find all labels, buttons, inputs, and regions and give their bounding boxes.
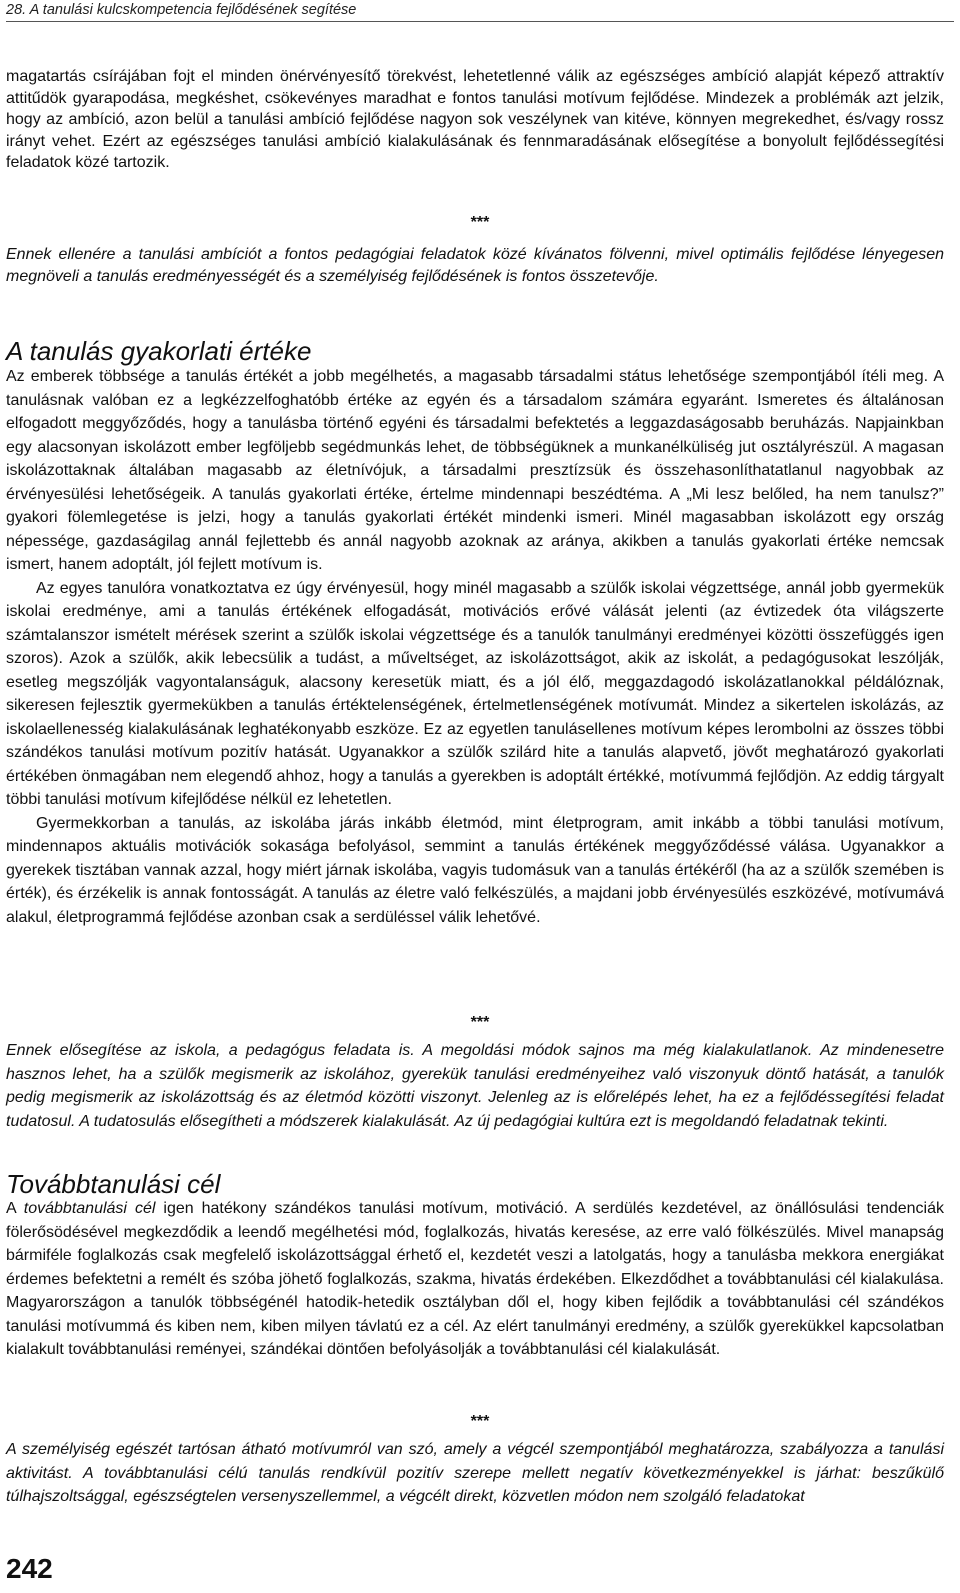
header-divider <box>6 21 954 22</box>
body-text-italic: A személyiség egészét tartósan átható motívumról van szó, amely a végcél szempontjából meghatározza, szabályozza a tanulási aktivitást. A továbbtanulási célú tanulás rendkívül pozitív szerepe mellett negatív következményekkel is járhat: beszűkülő túlhajszoltsággal, egészségtelen versenyszellemmel, a végcélt direkt, közvetlen módon nem szolgáló feladatokat <box>6 1441 944 1505</box>
body-text: Az emberek többsége a tanulás értékét a jobb megélhetés, a magasabb társadalmi státus lehetősége szempontjából ítéli meg. A tanulásnak valóban ez a legkézzelfoghatóbb értéke az egyén és a társadalom számára egyaránt. Ismeretes és általánosan elfogadott meggyőződés, hogy a tanulásba történő egyéni és társadalmi befektetés a leggazdaságosabb beruházás. Napjainkban egy alacsonyan iskolázott ember legföljebb segédmunkás lehet, de többségüknek a munkanélküliség jut osztályrészül. A magasan iskolázottaknak általában magasabb az életnívójuk, a társadalmi presztízsük és összehasonlíthatatlanul nagyobbak az érvényesülési lehetőségeik. A tanulás gyakorlati értéke, értelme mindennapi beszédtéma. A „Mi lesz belőled, ha nem tanulsz?” gyakori fölemlegetése is jelzi, hogy a tanulás gyakorlati értékét mindenki ismeri. Minél magasabban iskolázott egy ország népessége, gazdaságilag annál fejlettebb és annál nagyobb azoknak az aránya, akikben a tanulás gyakorlati értéke nemcsak ismert, hanem adoptált, jól fejlett motívum is. <box>6 368 944 573</box>
section-heading-further-studies: Továbbtanulási cél <box>6 1169 221 1199</box>
intro-paragraph-1 <box>6 66 944 174</box>
section2-body <box>6 1197 944 1362</box>
body-text: magatartás csírájában fojt el minden önérvényesítő törekvést, lehetetlenné válik az egészséges ambíció alapját képező attraktív attitűdök gyarapodása, megkéshet, csökevényes maradhat e fontos tanulási motívum fejlődése. Mindezek a problémák azt jelzik, hogy az ambíció, azon belül a tanulási ambíció fejlődése nagyon sok veszélynek van kitéve, könnyen megrekedhet, és/vagy rossz irányt vehet. Ezért az egészséges tanulási ambíció kialakulásának és fennmaradásának elősegítése a bonyolult fejlődéssegítési feladatok közé tartozik. <box>6 68 944 171</box>
section1-italic-paragraph <box>6 1039 944 1133</box>
section-separator: *** <box>470 214 490 231</box>
section-heading-practical-value: A tanulás gyakorlati értéke <box>6 336 312 366</box>
text-lead: A <box>6 1200 24 1217</box>
body-text-italic: Ennek ellenére a tanulási ambíciót a fontos pedagógiai feladatok közé kívánatos fölvenni, mivel optimális fejlődése lényegesen megnöveli a tanulás eredményességét és a személyiség fejlődésének is fontos összetevője. <box>6 246 944 285</box>
running-header: 28. A tanulási kulcskompetencia fejlődésének segítése <box>6 2 357 18</box>
section-separator: *** <box>470 1413 490 1430</box>
body-text-italic: Ennek elősegítése az iskola, a pedagógus feladata is. A megoldási módok sajnos ma még kialakulatlanok. Az mindenesetre hasznos lehet, ha a szülők megismerik az iskolához, gyerekük tanulási eredményeihez való viszonyuk döntő hatását, a tanulók pedig megismerik az iskolázottság és az életmód közötti viszonyt. Jelenleg az is előrelépés lehet, ha ez a fejlődéssegítési feladat tudatosul. A tudatosulás elősegítheti a módszerek kialakulását. Az új pedagógiai kultúra ezt is megoldandó feladatnak tekinti. <box>6 1042 944 1130</box>
body-text <box>6 1197 944 1362</box>
body-text: Az egyes tanulóra vonatkoztatva ez úgy érvényesül, hogy minél magasabb a szülők iskolai végzettsége, annál jobb gyermekük iskolai eredménye, ami a tanulás értékének elfogadását, motivációs erővé válását jelenti (az évtizedek óta világszerte számtalanszor ismételt mérések szerint a szülők iskolai végzettsége és a tanulók tanulmányi eredményei közötti összefüggés igen szoros). Azok a szülők, akik lebecsülik a tudást, a műveltséget, az iskolázottságot, akik az iskolát, a pedagógusokat leszólják, esetleg megszólják vagyontalanságuk, alacsony keresetük miatt, és a jól élő, meggazdagodó iskolázatlanokkal példálóznak, sikeresen fejlesztik gyermekükben a tanulás értéktelenségének, értelmetlenségének motívumát. Mindez a sikertelen iskolázás, az iskolaellenesség kialakulásának leghatékonyabb eszköze. Ez az egyetlen tanulásellenes motívum képes lerombolni az összes többi szándékos tanulási motívum pozitív hatását. Ugyanakkor a szülők szilárd hite a tanulás alapvető, jövőt meghatározó gyakorlati értékében önmagában nem elegendő ahhoz, hogy a tanulás a gyerekben is adoptált értékké, motívummá fejlődjön. Az eddig tárgyalt többi tanulási motívum kifejlődése nélkül ez lehetetlen. <box>6 579 944 808</box>
intro-paragraph-2 <box>6 244 944 287</box>
section-separator: *** <box>470 1014 490 1031</box>
text-rest: igen hatékony szándékos tanulási motívum, motiváció. A serdülés kezdetével, az önállósulási tendenciák fölerősödésével megkezdődik a leendő megélhetési mód, foglalkozás, hivatás keresése, az erre való fölkészülés. Mivel manapság bármiféle foglalkozás csak megfelelő iskolázottsággal érhető el, kezdetét veszi a latolgatás, hogy a tanulásba mekkora energiákat érdemes befektetni a remélt és szóba jöhető foglalkozás, szakma, hivatás érdekében. Elkezdődhet a továbbtanulási cél kialakulása. Magyarországon a tanulók többségénél hatodik-hetedik osztályban dől el, hogy kiben fejlődik a továbbtanulási cél szándékos tanulási motívummá és kiben nem, kiben milyen távlatú ez a cél. Az elért tanulmányi eredmény, a szülők gyerekükkel kapcsolatban kialakult továbbtanulási reményei, szándékai döntően befolyásolják a továbbtanulási cél kialakulását. <box>6 1200 945 1358</box>
section2-italic-paragraph <box>6 1438 944 1509</box>
section1-body <box>6 365 944 929</box>
term-emphasis: továbbtanulási cél <box>23 1200 156 1217</box>
page-number: 242 <box>6 1553 53 1584</box>
body-text: Gyermekkorban a tanulás, az iskolába járás inkább életmód, mint életprogram, amit inkább a többi tanulási motívum, mindennapos aktuális motivációk sokasága befolyásol, semmint a tanulás értékének meggyőződéssé válása. Ugyanakkor a gyerekek tisztában vannak azzal, hogy miért járnak iskolába, vagyis tudomásuk van a tanulás értékéről (ha az a szülők szemében is érték), és érzékelik is annak fontosságát. A tanulás az életre való felkészülés, a majdani jobb érvényesülés eszközévé, motívumává alakul, életprogrammá fejlődése azonban csak a serdüléssel válik lehetővé. <box>6 814 944 926</box>
